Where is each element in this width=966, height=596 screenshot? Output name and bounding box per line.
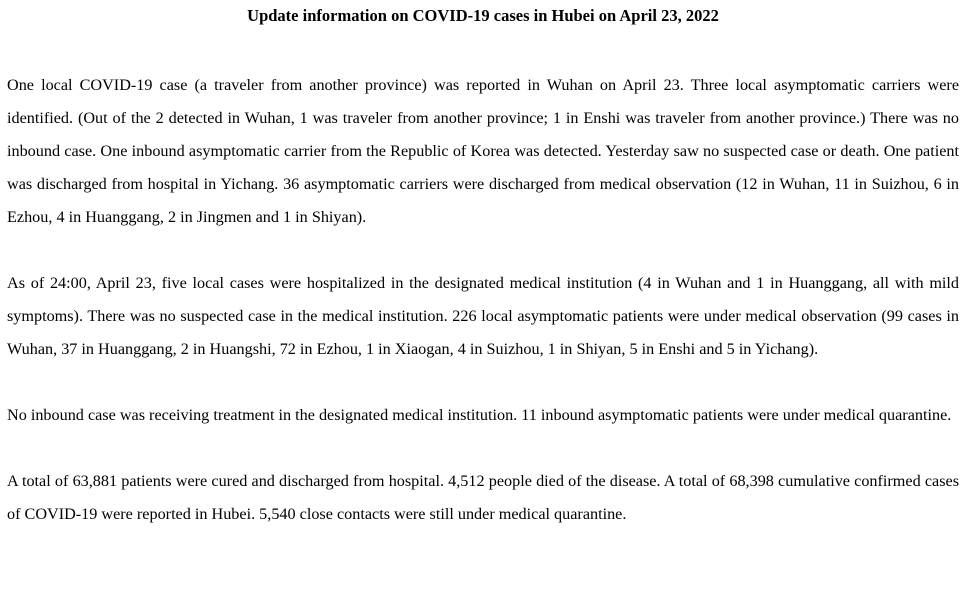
page-title: Update information on COVID-19 cases in Hubei on April 23, 2022 <box>247 6 719 25</box>
paragraph-inbound: No inbound case was receiving treatment in the designated medical institution. 11 inbound asymptomatic patients were under medical quarantine. <box>7 406 952 424</box>
paragraph-new-cases: One local COVID-19 case (a traveler from another province) was reported in Wuhan on April 23. Three local asymptomatic carriers were identified. (Out of the 2 detected in Wuhan, 1 was traveler from another province; 1 in Enshi was traveler from another province.) There was no inbound case. One inbound asymptomatic carrier from the Republic of Korea was detected. Yesterday saw no suspected case or death. One patient was discharged from hospital in Yichang. 36 asymptomatic carriers were discharged from medical observation (12 in Wuhan, 11 in Suizhou, 6 in Ezhou, 4 in Huanggang, 2 in Jingmen and 1 in Shiyan). <box>7 76 959 226</box>
paragraph-hospitalized: As of 24:00, April 23, five local cases were hospitalized in the designated medical institution (4 in Wuhan and 1 in Huanggang, all with mild symptoms). There was no suspected case in the medical institution. 226 local asymptomatic patients were under medical observation (99 cases in Wuhan, 37 in Huanggang, 2 in Huangshi, 72 in Ezhou, 1 in Xiaogan, 4 in Suizhou, 1 in Shiyan, 5 in Enshi and 5 in Yichang). <box>7 274 959 358</box>
paragraph-totals: A total of 63,881 patients were cured and discharged from hospital. 4,512 people died of the disease. A total of 68,398 cumulative confirmed cases of COVID-19 were reported in Hubei. 5,540 close contacts were still under medical quarantine. <box>7 472 959 523</box>
